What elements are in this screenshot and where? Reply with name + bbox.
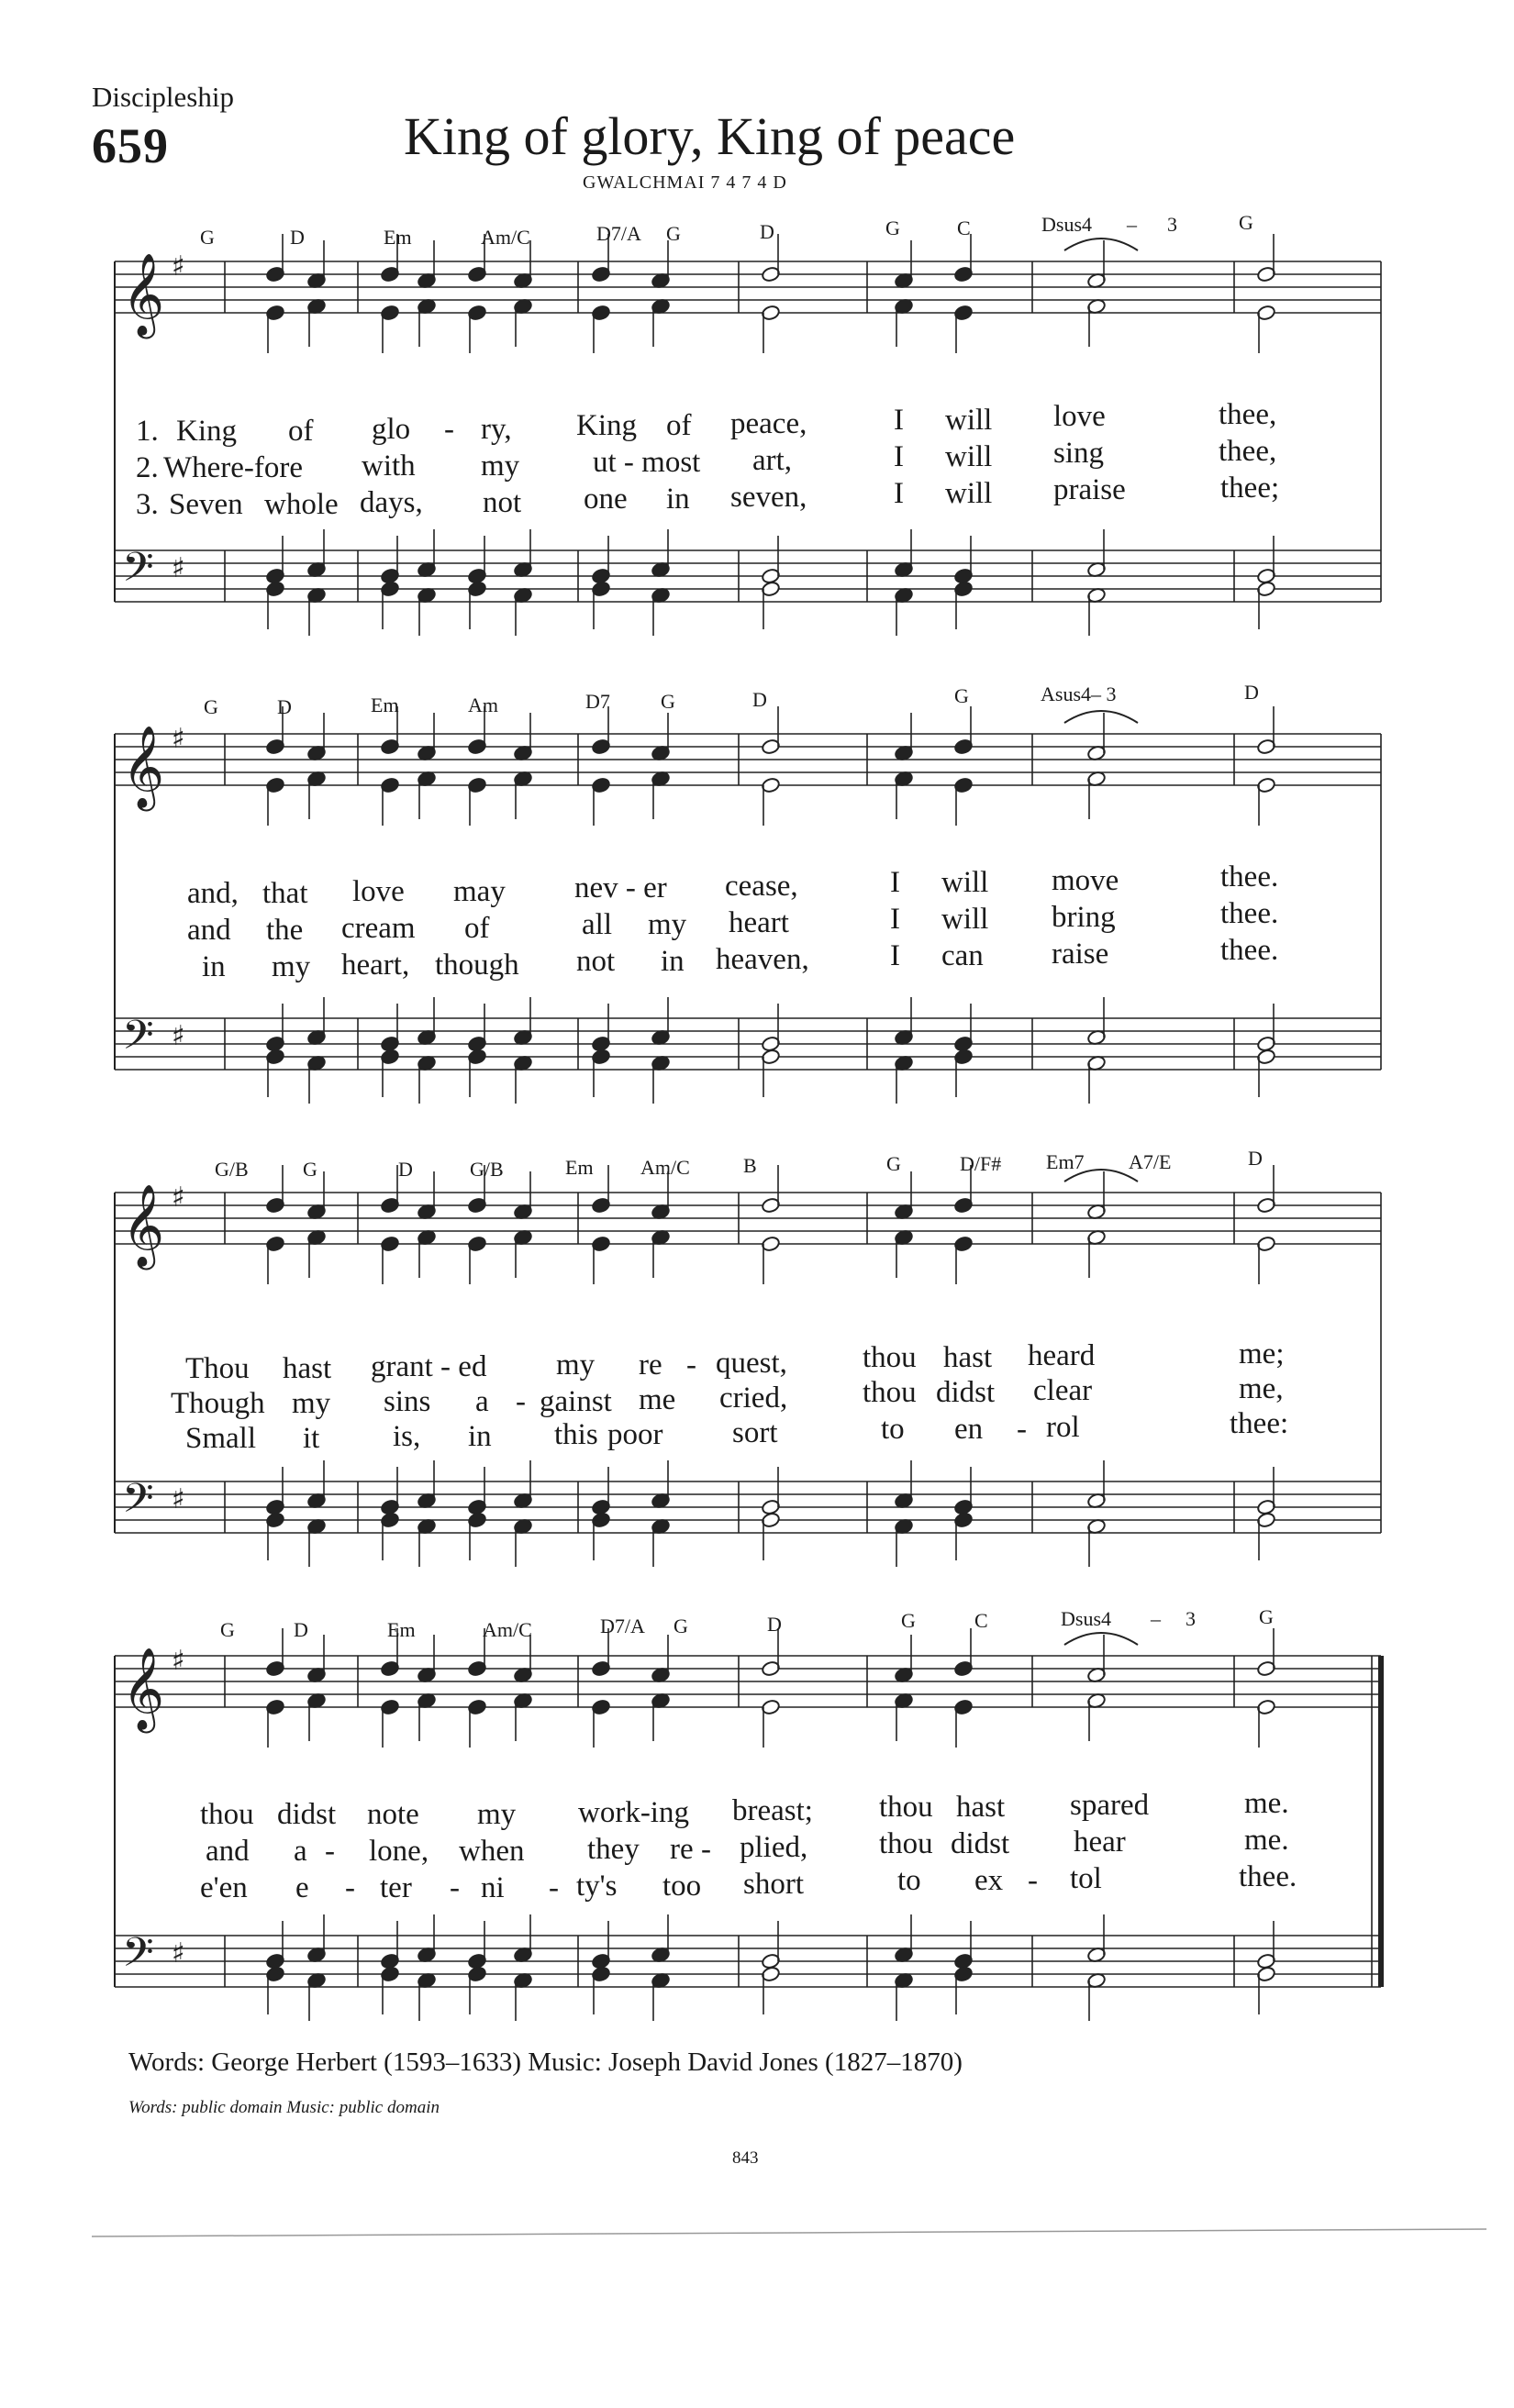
- lyric-syllable: a: [475, 1385, 489, 1418]
- lyric-syllable: Where-fore: [163, 451, 304, 484]
- lyric-syllable: seven,: [730, 481, 807, 514]
- chord: –: [1151, 1607, 1161, 1630]
- lyric-syllable: heart: [729, 906, 789, 939]
- lyric-syllable: hast: [283, 1352, 332, 1385]
- lyric-syllable: I: [890, 866, 900, 899]
- lyric-syllable: will: [945, 477, 993, 510]
- bass-clef-icon: 𝄢: [122, 1928, 154, 1986]
- chord: G: [886, 1152, 901, 1175]
- lyric-syllable: sing: [1053, 437, 1105, 470]
- lyric-syllable: thee.: [1220, 897, 1279, 930]
- lyric-syllable: Though: [171, 1387, 265, 1420]
- lyric-syllable: me,: [1239, 1372, 1284, 1405]
- lyric-syllable: my: [477, 1798, 517, 1831]
- lyric-syllable: -: [549, 1871, 559, 1904]
- lyric-syllable: of: [464, 912, 490, 945]
- chord: D: [760, 220, 774, 243]
- lyric-syllable: of: [666, 409, 692, 442]
- lyric-syllable: that: [262, 877, 308, 910]
- lyric-syllable: spared: [1070, 1789, 1150, 1822]
- hymn-title: King of glory, King of peace: [404, 106, 1016, 166]
- lyric-syllable: Small: [185, 1422, 257, 1455]
- lyric-syllable: of: [288, 415, 314, 448]
- lyric-syllable: clear: [1033, 1374, 1093, 1407]
- lyric-syllable: and,: [187, 877, 239, 910]
- chord: Am/C: [640, 1156, 690, 1179]
- sharp-icon: ♯: [172, 1020, 185, 1052]
- lyric-syllable: ter: [380, 1871, 412, 1904]
- lyric-syllable: thou: [879, 1827, 933, 1860]
- treble-clef-icon: 𝄞: [122, 1184, 165, 1267]
- lyric-syllable: with: [362, 449, 416, 483]
- lyric-syllable: re: [670, 1833, 694, 1866]
- lyric-syllable: ni: [481, 1871, 505, 1904]
- chord: –: [1127, 213, 1137, 236]
- lyric-syllable: move: [1052, 864, 1119, 897]
- lyric-syllable: 1.: [136, 415, 159, 448]
- lyric-syllable: hast: [943, 1341, 993, 1374]
- chord: Em: [565, 1156, 594, 1179]
- lyric-syllable: my: [481, 449, 520, 483]
- lyric-syllable: Seven: [169, 488, 243, 521]
- lyric-syllable: all: [582, 908, 612, 941]
- lyric-syllable: I: [894, 404, 904, 437]
- chord: Am: [468, 694, 498, 716]
- lyric-syllable: glo: [372, 413, 411, 446]
- sharp-icon: ♯: [172, 552, 185, 584]
- sharp-icon: ♯: [172, 1937, 185, 1970]
- lyric-syllable: cease,: [725, 870, 798, 903]
- lyric-syllable: thee,: [1219, 398, 1277, 431]
- lyric-syllable: ry,: [481, 413, 512, 446]
- chord: D/F#: [960, 1152, 1002, 1175]
- chord: 3: [1167, 213, 1177, 236]
- lyric-syllable: my: [292, 1387, 331, 1420]
- chord: 3: [1186, 1607, 1196, 1630]
- lyric-syllable: work-ing: [578, 1796, 689, 1829]
- lyric-syllable: rol: [1046, 1411, 1080, 1444]
- lyric-syllable: though: [435, 949, 519, 982]
- chord: D7/A: [600, 1615, 645, 1637]
- treble-clef-icon: 𝄞: [122, 253, 165, 336]
- chord: Asus4– 3: [1041, 682, 1117, 705]
- lyric-syllable: hear: [1074, 1825, 1126, 1859]
- lyric-syllable: will: [945, 404, 993, 437]
- lyric-syllable: not: [576, 945, 616, 978]
- lyric-syllable: when: [459, 1835, 525, 1868]
- lyric-syllable: didst: [936, 1376, 996, 1409]
- bass-clef-icon: 𝄢: [122, 1011, 154, 1069]
- chord: Em7: [1046, 1150, 1085, 1173]
- lyric-syllable: will: [941, 903, 989, 936]
- chord: G: [885, 216, 900, 239]
- lyric-syllable: can: [941, 939, 984, 972]
- lyric-syllable: ut - most: [593, 446, 701, 479]
- lyric-syllable: thou: [863, 1341, 917, 1374]
- lyric-syllable: didst: [951, 1827, 1010, 1860]
- lyric-syllable: me;: [1239, 1337, 1285, 1370]
- lyric-syllable: ex: [974, 1864, 1004, 1897]
- lyric-syllable: peace,: [730, 407, 807, 440]
- lyric-syllable: thee;: [1220, 472, 1280, 505]
- tune-name: GWALCHMAI 7 4 7 4 D: [583, 172, 787, 193]
- lyric-syllable: quest,: [716, 1347, 787, 1380]
- copyright-line: Words: public domain Music: public domain: [128, 2098, 440, 2117]
- lyric-syllable: the: [266, 914, 304, 947]
- lyric-syllable: -: [701, 1833, 711, 1866]
- lyric-syllable: grant - ed: [371, 1350, 487, 1383]
- lyric-syllable: will: [941, 866, 989, 899]
- lyric-syllable: love: [352, 875, 405, 908]
- lyric-syllable: love: [1053, 400, 1106, 433]
- lyric-syllable: sort: [732, 1416, 778, 1449]
- chord: G: [674, 1615, 688, 1637]
- sharp-icon: ♯: [172, 1645, 185, 1677]
- lyric-syllable: heaven,: [716, 943, 809, 976]
- lyric-syllable: lone,: [369, 1835, 429, 1868]
- lyric-syllable: they: [587, 1833, 640, 1866]
- chord: G: [204, 695, 218, 718]
- chord: D: [294, 1618, 308, 1641]
- lyric-syllable: art,: [752, 444, 793, 477]
- lyric-syllable: thou: [879, 1791, 933, 1824]
- lyric-syllable: note: [367, 1798, 419, 1831]
- lyric-syllable: nev - er: [574, 871, 667, 904]
- lyric-syllable: thee.: [1239, 1860, 1297, 1893]
- lyric-syllable: my: [648, 908, 687, 941]
- chord: Em: [387, 1618, 416, 1641]
- chord: G: [954, 684, 969, 707]
- lyric-syllable: too: [662, 1870, 702, 1903]
- lyric-syllable: whole: [264, 488, 339, 521]
- lyric-syllable: in: [468, 1420, 492, 1453]
- lyric-syllable: poor: [607, 1418, 663, 1451]
- bass-clef-icon: 𝄢: [122, 1474, 154, 1532]
- lyric-syllable: plied,: [740, 1831, 808, 1864]
- lyric-syllable: -: [345, 1871, 355, 1904]
- chord: D: [1244, 681, 1259, 704]
- lyric-syllable: breast;: [732, 1794, 813, 1827]
- lyric-syllable: and: [187, 914, 231, 947]
- lyric-syllable: cream: [341, 912, 416, 945]
- chord: G: [1259, 1605, 1274, 1628]
- section-heading: Discipleship: [92, 81, 234, 113]
- lyric-syllable: bring: [1052, 901, 1116, 934]
- lyric-syllable: me.: [1244, 1787, 1289, 1820]
- lyric-syllable: heart,: [341, 949, 410, 982]
- chord: Dsus4: [1041, 213, 1093, 236]
- lyric-syllable: Thou: [185, 1352, 250, 1385]
- lyric-syllable: re: [639, 1348, 662, 1382]
- lyric-syllable: -: [450, 1871, 460, 1904]
- chord: G: [661, 690, 675, 713]
- page-number: 843: [732, 2148, 759, 2168]
- sharp-icon: ♯: [172, 1182, 185, 1214]
- lyric-syllable: is,: [393, 1420, 421, 1453]
- lyric-syllable: -: [1017, 1413, 1027, 1446]
- tie-arc: [1064, 239, 1138, 250]
- lyric-syllable: I: [894, 440, 904, 473]
- chord: G: [200, 226, 215, 249]
- treble-clef-icon: 𝄞: [122, 1648, 165, 1730]
- lyric-syllable: 2.: [136, 451, 159, 484]
- lyric-syllable: heard: [1028, 1339, 1096, 1372]
- chord: D: [398, 1158, 413, 1181]
- chord: Em: [384, 226, 412, 249]
- lyric-syllable: thee:: [1230, 1407, 1289, 1440]
- sharp-icon: ♯: [172, 723, 185, 755]
- lyric-syllable: I: [890, 903, 900, 936]
- lyric-syllable: -: [444, 413, 454, 446]
- lyric-syllable: in: [666, 483, 690, 516]
- chord: C: [974, 1609, 988, 1632]
- chord: G: [1239, 211, 1253, 234]
- chord: Em: [371, 694, 399, 716]
- credits-line: Words: George Herbert (1593–1633) Music: Joseph David Jones (1827–1870): [128, 2047, 963, 2077]
- lyric-syllable: it: [303, 1422, 320, 1455]
- treble-clef-icon: 𝄞: [122, 726, 165, 808]
- lyric-syllable: -: [686, 1348, 696, 1382]
- tie-arc: [1064, 711, 1138, 723]
- lyric-syllable: a: [294, 1835, 307, 1868]
- chord: G/B: [470, 1158, 504, 1181]
- hymn-number: 659: [92, 118, 169, 173]
- lyric-syllable: 3.: [136, 488, 159, 521]
- lyric-syllable: hast: [956, 1791, 1006, 1824]
- chord: G: [220, 1618, 235, 1641]
- lyric-syllable: this: [554, 1418, 598, 1451]
- lyric-syllable: en: [954, 1413, 984, 1446]
- lyric-syllable: -: [1028, 1864, 1038, 1897]
- chord: G: [303, 1158, 317, 1181]
- lyric-syllable: ty's: [576, 1870, 618, 1903]
- chord: Dsus4: [1061, 1607, 1112, 1630]
- lyric-syllable: tol: [1070, 1862, 1102, 1895]
- lyric-syllable: thee.: [1220, 934, 1279, 967]
- lyric-syllable: to: [897, 1864, 921, 1897]
- chord: G: [666, 222, 681, 245]
- lyric-syllable: my: [556, 1348, 596, 1382]
- lyric-syllable: my: [272, 950, 311, 983]
- lyric-syllable: e: [295, 1871, 309, 1904]
- lyric-syllable: thou: [863, 1376, 917, 1409]
- lyric-syllable: -: [325, 1835, 335, 1868]
- page-edge: [92, 2229, 1486, 2236]
- lyric-syllable: me.: [1244, 1824, 1289, 1857]
- chord: D: [1248, 1147, 1263, 1170]
- lyric-syllable: will: [945, 440, 993, 473]
- lyric-syllable: praise: [1053, 473, 1126, 506]
- chord: B: [743, 1154, 757, 1177]
- chord: Am/C: [483, 1618, 532, 1641]
- lyric-syllable: thou: [200, 1798, 254, 1831]
- chord: D: [277, 695, 292, 718]
- lyric-syllable: to: [881, 1413, 905, 1446]
- chord: D7/A: [596, 222, 641, 245]
- lyric-syllable: thee.: [1220, 860, 1279, 893]
- chord: C: [957, 216, 971, 239]
- sharp-icon: ♯: [172, 250, 185, 283]
- lyric-syllable: me: [639, 1383, 676, 1416]
- lyric-syllable: e'en: [200, 1871, 248, 1904]
- bass-clef-icon: 𝄢: [122, 543, 154, 601]
- lyric-syllable: in: [202, 950, 226, 983]
- lyric-syllable: didst: [277, 1798, 337, 1831]
- lyric-syllable: gainst: [540, 1385, 612, 1418]
- chord: D: [290, 226, 305, 249]
- lyric-syllable: may: [453, 875, 506, 908]
- lyric-syllable: King: [176, 415, 237, 448]
- lyric-syllable: not: [483, 486, 522, 519]
- lyric-syllable: in: [661, 945, 685, 978]
- lyric-syllable: one: [584, 483, 628, 516]
- lyric-syllable: I: [894, 477, 904, 510]
- lyric-syllable: and: [206, 1835, 250, 1868]
- lyric-syllable: raise: [1052, 938, 1109, 971]
- tie-arc: [1064, 1633, 1138, 1645]
- lyric-syllable: days,: [360, 486, 423, 519]
- lyric-syllable: short: [743, 1868, 804, 1901]
- lyric-syllable: -: [516, 1385, 526, 1418]
- chord: D7: [585, 690, 610, 713]
- lyric-syllable: thee,: [1219, 435, 1277, 468]
- chord: G/B: [215, 1158, 249, 1181]
- sharp-icon: ♯: [172, 1483, 185, 1515]
- lyric-syllable: King: [576, 409, 637, 442]
- chord: D: [767, 1613, 782, 1636]
- lyric-syllable: cried,: [719, 1382, 788, 1415]
- lyric-syllable: sins: [384, 1385, 431, 1418]
- lyric-syllable: I: [890, 939, 900, 972]
- chord: Am/C: [481, 226, 530, 249]
- chord: G: [901, 1609, 916, 1632]
- chord: A7/E: [1129, 1150, 1172, 1173]
- chord: D: [752, 688, 767, 711]
